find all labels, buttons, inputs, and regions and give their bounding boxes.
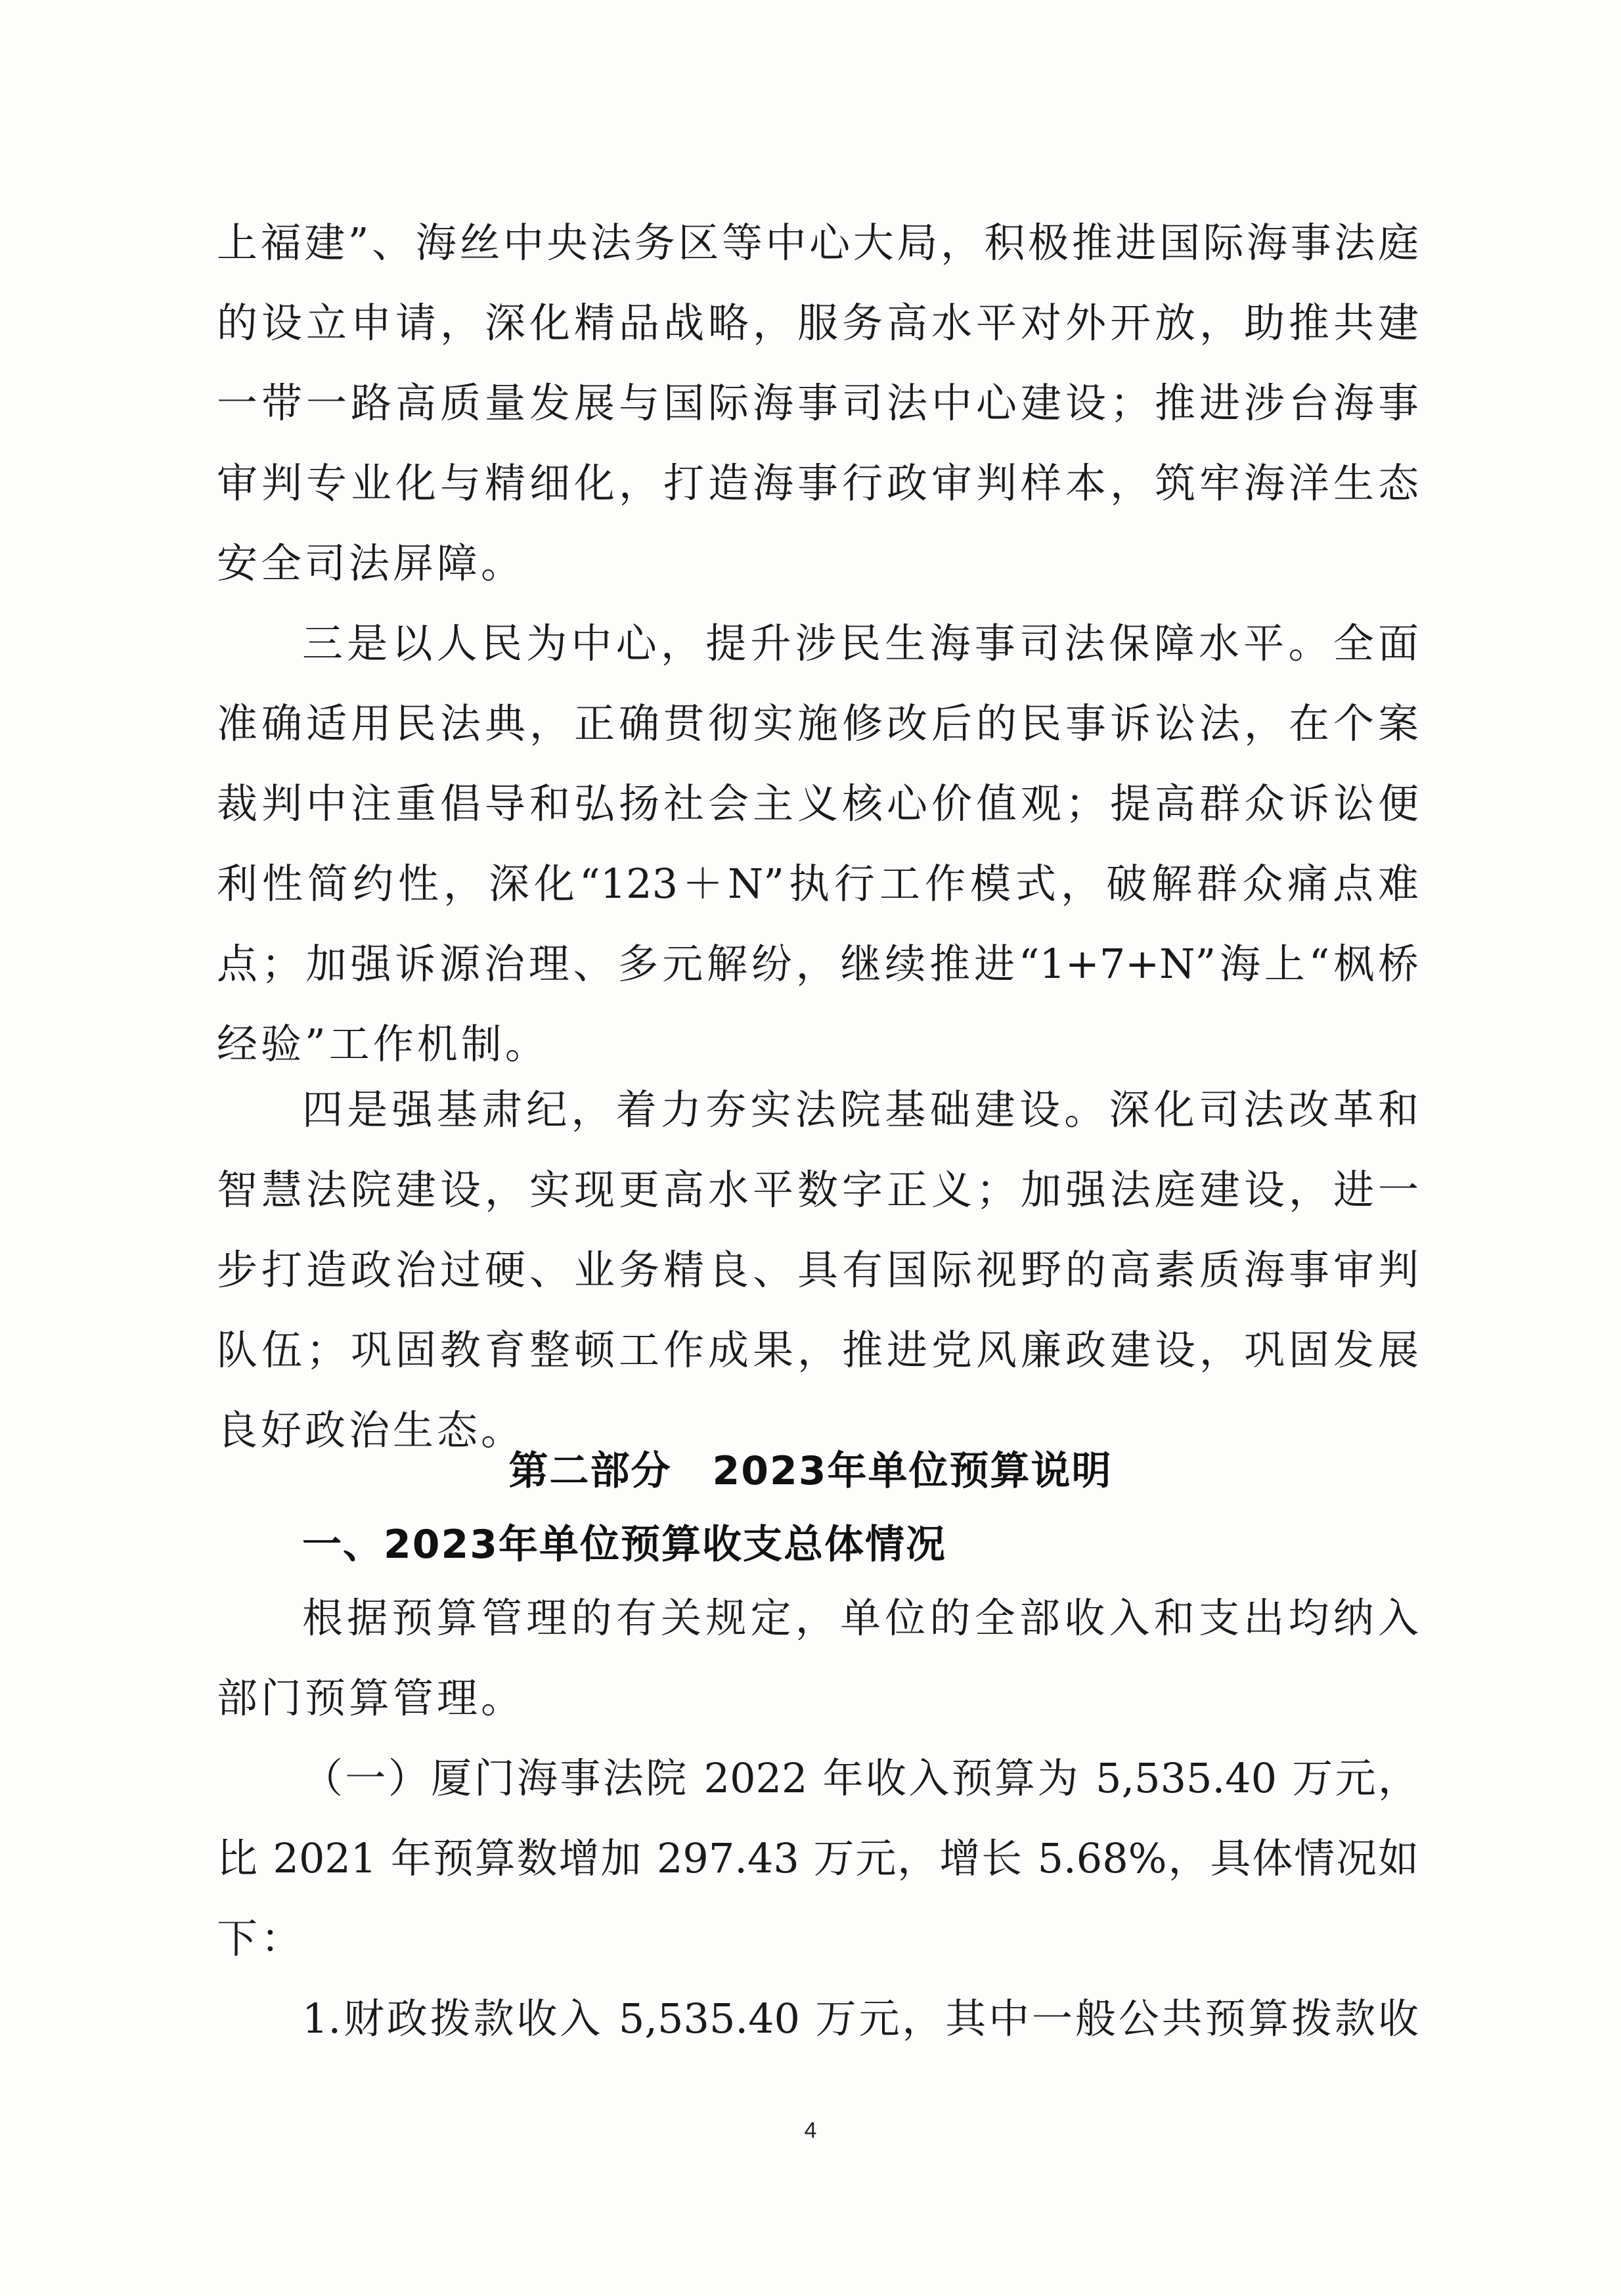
paragraph-3-line-3: 步打造政治过硬、业务精良、具有国际视野的高素质海事审判: [217, 1246, 1419, 1294]
paragraph-2-line-6: 经验”工作机制。: [217, 1020, 549, 1068]
paragraph-6-line-1: 1.财政拨款收入 5,535.40 万元，其中一般公共预算拨款收: [302, 1995, 1419, 2042]
paragraph-4-line-2: 部门预算管理。: [217, 1674, 525, 1722]
part-heading: 第二部分 2023年单位预算说明: [508, 1448, 1113, 1494]
section-heading: 一、2023年单位预算收支总体情况: [302, 1522, 946, 1568]
page-number: 4: [804, 2118, 817, 2143]
paragraph-2-line-3: 裁判中注重倡导和弘扬社会主义核心价值观；提高群众诉讼便: [217, 780, 1419, 828]
paragraph-3-line-5: 良好政治生态。: [217, 1406, 525, 1454]
paragraph-5-line-1: （一）厦门海事法院 2022 年收入预算为 5,535.40 万元，: [302, 1754, 1419, 1802]
paragraph-3-line-1: 四是强基肃纪，着力夯实法院基础建设。深化司法改革和: [302, 1086, 1419, 1134]
paragraph-5-line-3: 下：: [217, 1914, 305, 1962]
paragraph-5-line-2: 比 2021 年预算数增加 297.43 万元，增长 5.68%，具体情况如: [217, 1834, 1419, 1882]
paragraph-1-line-3: 一带一路高质量发展与国际海事司法中心建设；推进涉台海事: [217, 379, 1419, 427]
paragraph-3-line-2: 智慧法院建设，实现更高水平数字正义；加强法庭建设，进一: [217, 1166, 1419, 1214]
paragraph-2-line-1: 三是以人民为中心，提升涉民生海事司法保障水平。全面: [302, 619, 1419, 667]
paragraph-2-line-4: 利性简约性，深化“123＋N”执行工作模式，破解群众痛点难: [217, 860, 1419, 908]
paragraph-1-line-2: 的设立申请，深化精品战略，服务高水平对外开放，助推共建: [217, 299, 1419, 347]
paragraph-4-line-1: 根据预算管理的有关规定，单位的全部收入和支出均纳入: [302, 1594, 1419, 1642]
paragraph-1-line-5: 安全司法屏障。: [217, 539, 525, 587]
paragraph-3-line-4: 队伍；巩固教育整顿工作成果，推进党风廉政建设，巩固发展: [217, 1326, 1419, 1374]
paragraph-2-line-5: 点；加强诉源治理、多元解纷，继续推进“1+7+N”海上“枫桥: [217, 940, 1419, 988]
paragraph-1-line-1: 上福建”、海丝中央法务区等中心大局，积极推进国际海事法庭: [217, 219, 1419, 267]
paragraph-2-line-2: 准确适用民法典，正确贯彻实施修改后的民事诉讼法，在个案: [217, 699, 1419, 747]
paragraph-1-line-4: 审判专业化与精细化，打造海事行政审判样本，筑牢海洋生态: [217, 459, 1419, 507]
